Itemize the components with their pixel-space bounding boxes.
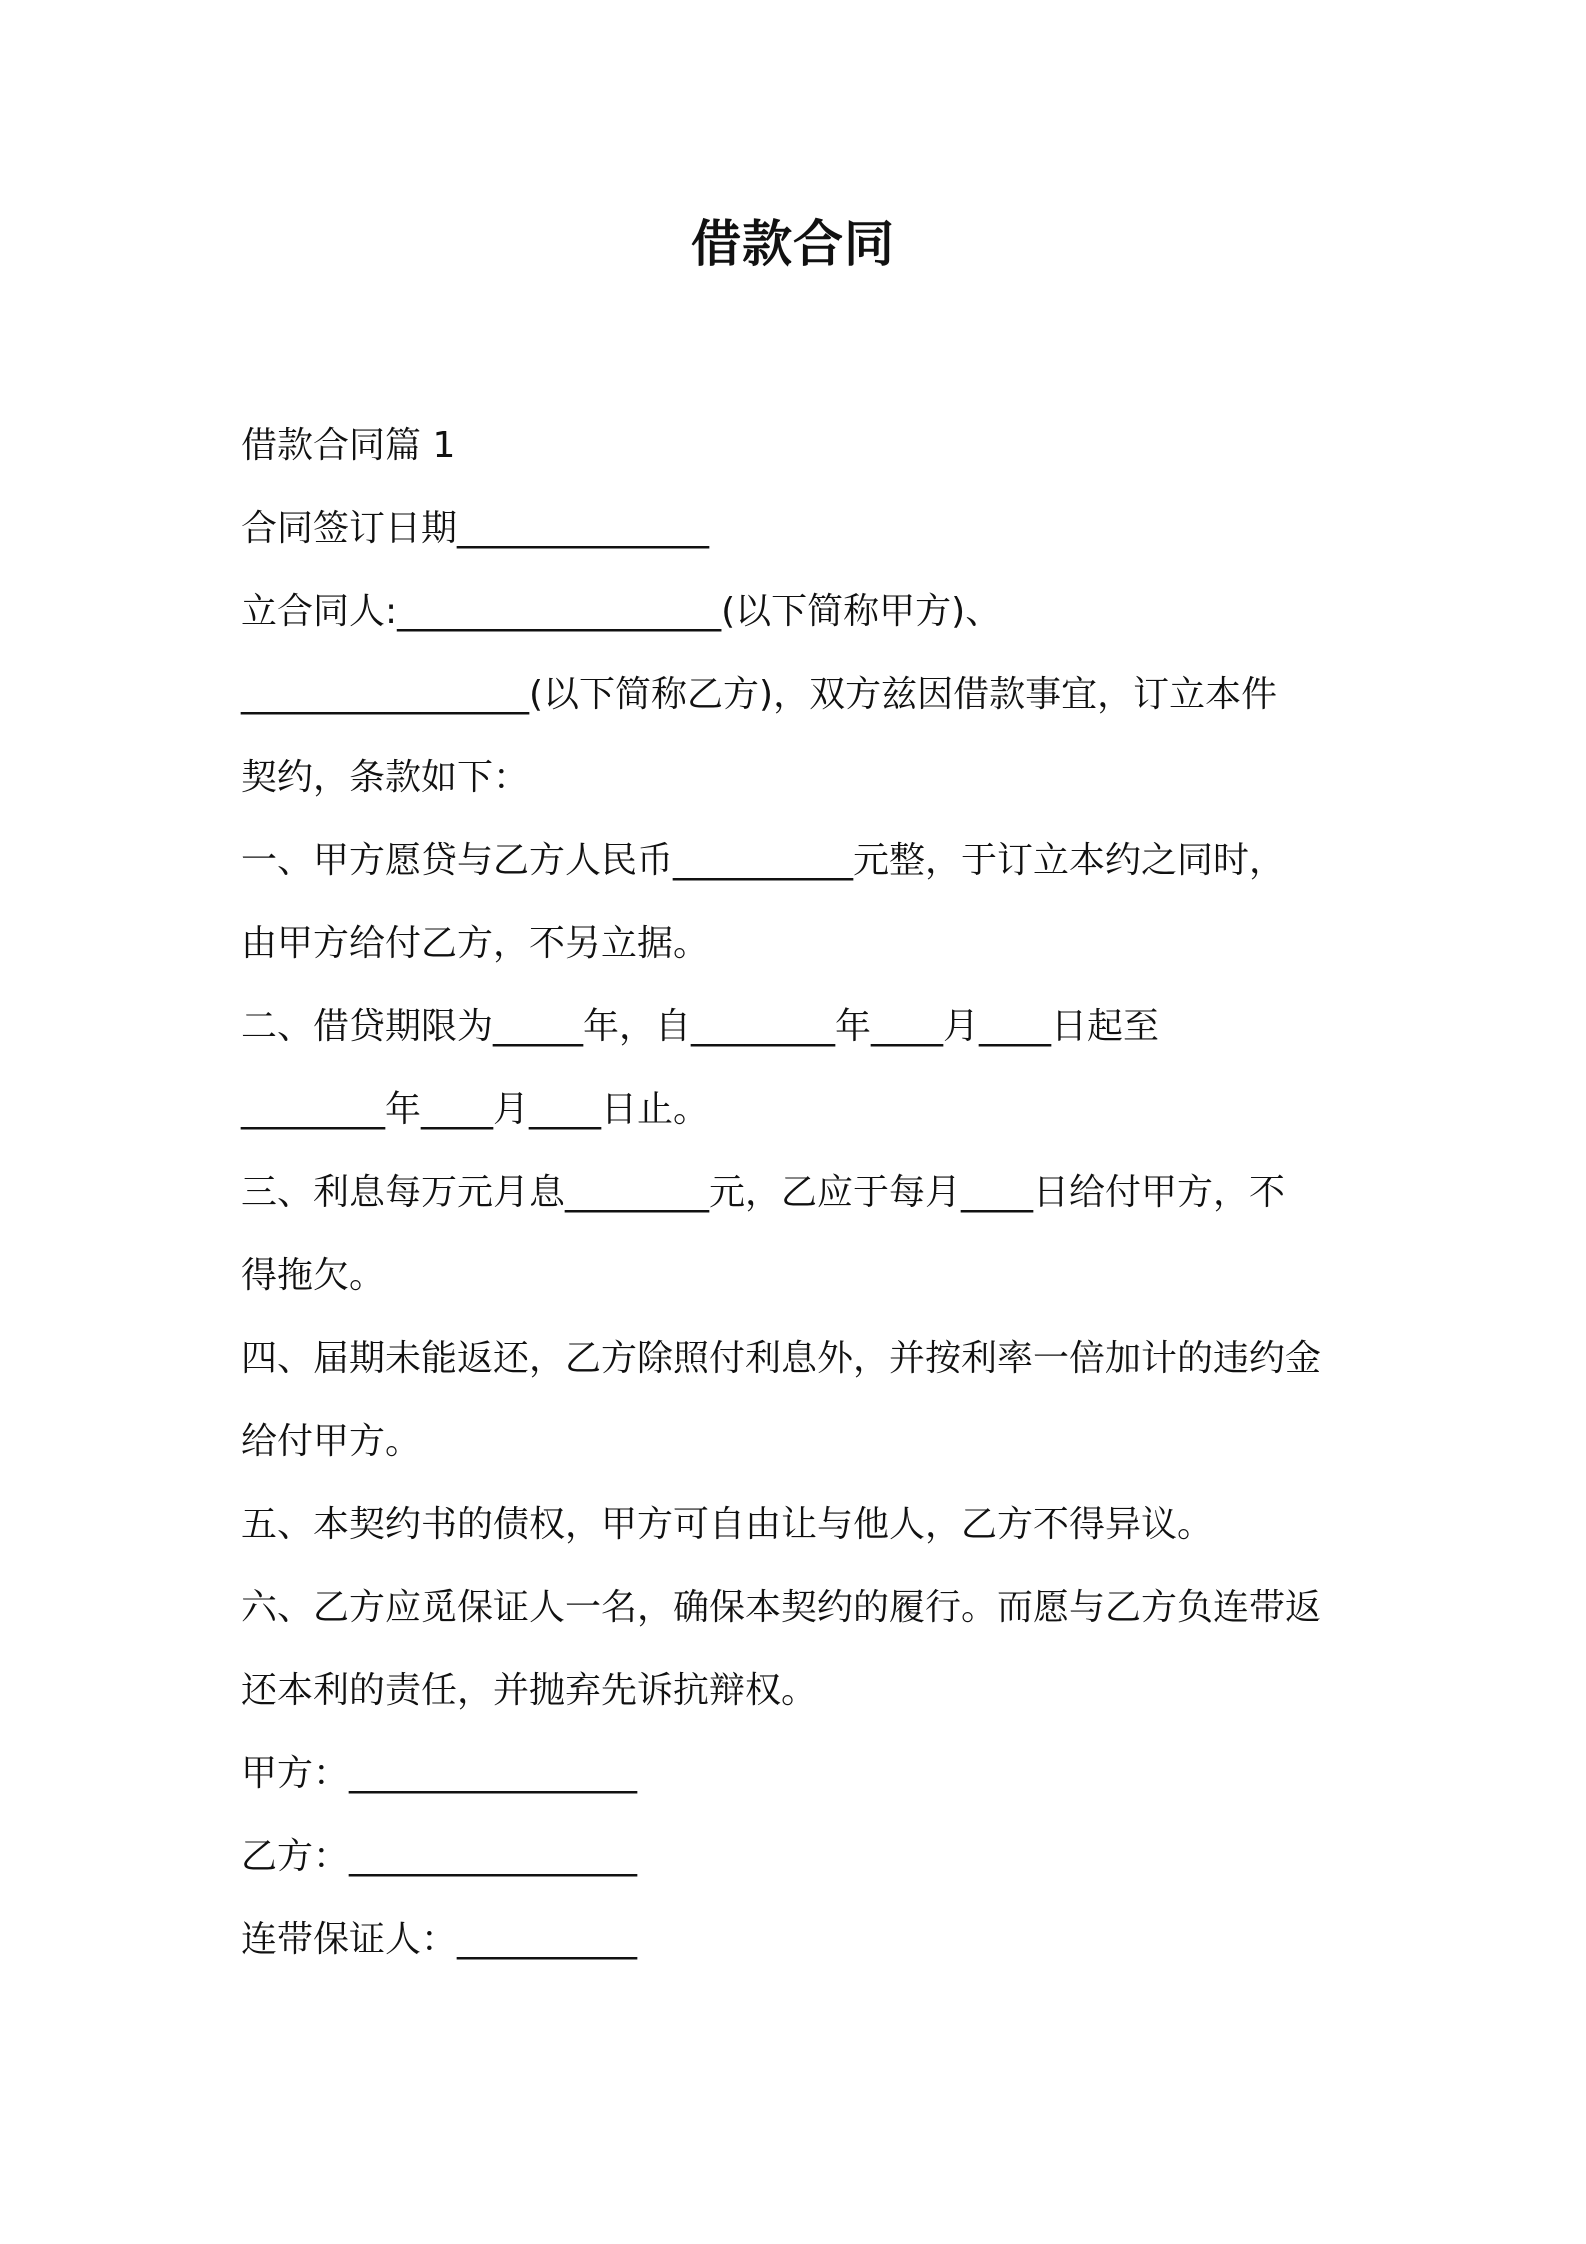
clause-1-line-1: 一、甲方愿贷与乙方人民币__________元整，于订立本约之同时，: [241, 840, 1286, 881]
document-body: [241, 404, 1361, 1981]
party-a-intro-line: 立合同人:__________________(以下简称甲方)、: [241, 591, 1002, 632]
document-title: 借款合同: [691, 215, 895, 273]
clause-2-line-1: 二、借贷期限为_____年，自________年____月____日起至: [241, 1006, 1160, 1047]
clause-3-line-2: 得拖欠。: [241, 1255, 386, 1296]
clause-3-line-1: 三、利息每万元月息________元，乙应于每月____日给付甲方，不: [241, 1172, 1286, 1213]
signing-date-line: 合同签订日期______________: [241, 508, 710, 549]
clause-6-line-1: 六、乙方应觅保证人一名，确保本契约的履行。而愿与乙方负连带返: [241, 1587, 1322, 1628]
clause-6-line-2: 还本利的责任，并抛弃先诉抗辩权。: [241, 1670, 818, 1711]
party-b-signature-line: 乙方：________________: [241, 1836, 638, 1877]
clause-4-line-2: 给付甲方。: [241, 1421, 422, 1462]
party-a-signature-line: 甲方：________________: [241, 1753, 638, 1794]
guarantor-signature-line: 连带保证人：__________: [241, 1919, 638, 1960]
clause-2-line-2: ________年____月____日止。: [241, 1089, 710, 1130]
terms-intro-line: 契约，条款如下：: [241, 757, 530, 798]
party-b-intro-line: ________________(以下简称乙方)，双方兹因借款事宜，订立本件: [241, 674, 1278, 715]
clause-4-line-1: 四、届期未能返还，乙方除照付利息外，并按利率一倍加计的违约金: [241, 1338, 1322, 1379]
clause-1-line-2: 由甲方给付乙方，不另立据。: [241, 923, 710, 964]
clause-5-line: 五、本契约书的债权，甲方可自由让与他人，乙方不得异议。: [241, 1504, 1214, 1545]
section-heading: 借款合同篇 1: [241, 425, 456, 466]
